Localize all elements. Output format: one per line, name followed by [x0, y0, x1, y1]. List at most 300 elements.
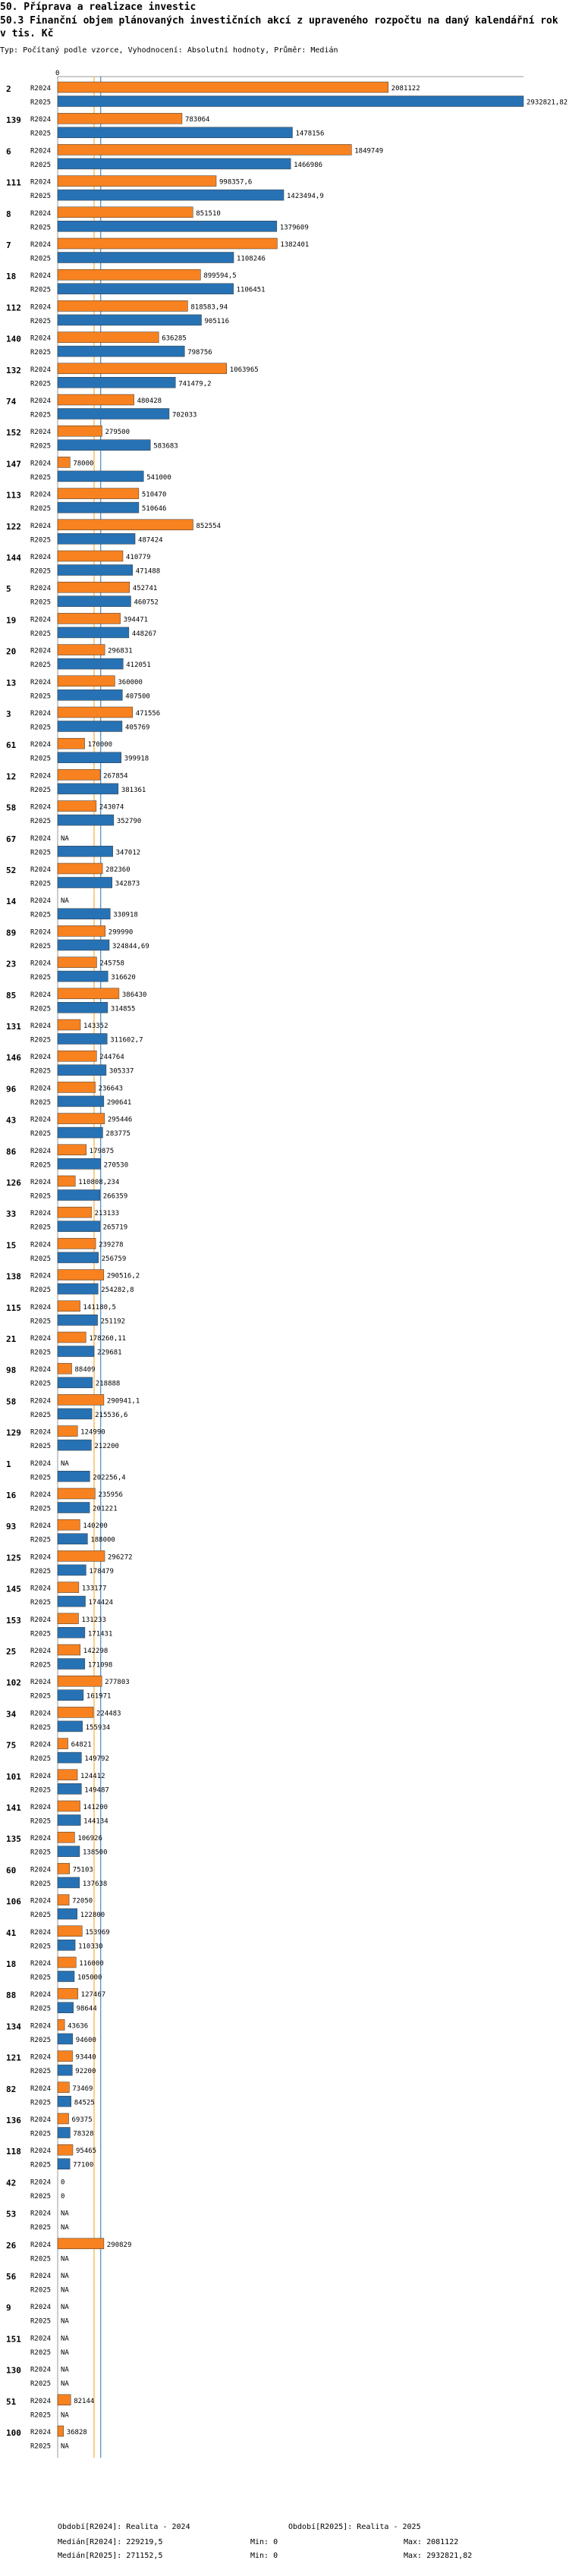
bar-r2024 [58, 1082, 96, 1092]
group-label: 56 [6, 2272, 17, 2282]
value-label-r2024: 452741 [132, 585, 158, 593]
value-label-r2024: 73469 [72, 2084, 93, 2093]
series-label-r2024: R2024 [30, 834, 52, 843]
series-label-r2025: R2025 [30, 1692, 52, 1701]
value-label-r2024: 69375 [71, 2116, 93, 2124]
bar-r2024 [58, 738, 85, 749]
group-label: 14 [6, 897, 17, 907]
series-label-r2024: R2024 [30, 335, 52, 343]
group-label: 102 [6, 1678, 21, 1689]
value-label-r2025: 188000 [90, 1536, 115, 1544]
series-label-r2025: R2025 [30, 2442, 52, 2451]
bar-r2025 [58, 284, 234, 294]
group-label: 33 [6, 1209, 17, 1220]
value-label-r2025: 171431 [87, 1630, 113, 1638]
bar-r2024 [58, 144, 351, 155]
series-label-r2024: R2024 [30, 2366, 52, 2374]
series-label-r2025: R2025 [30, 2036, 52, 2044]
series-label-r2025: R2025 [30, 1005, 52, 1013]
bar-r2024 [58, 1363, 72, 1374]
series-label-r2025: R2025 [30, 1318, 52, 1326]
value-label-r2024: 239278 [99, 1241, 124, 1249]
series-label-r2024: R2024 [30, 741, 52, 749]
value-label-r2025: 347012 [115, 849, 141, 857]
value-label-r2024: 235956 [98, 1491, 123, 1499]
bar-r2025 [58, 1752, 81, 1763]
series-label-r2024: R2024 [30, 1272, 52, 1280]
value-label-r2024: 386430 [121, 991, 147, 999]
value-label-r2024: 1849749 [354, 147, 384, 156]
series-label-r2025: R2025 [30, 2068, 52, 2076]
series-label-r2024: R2024 [30, 928, 52, 937]
value-label-r2024: 143352 [83, 1023, 108, 1030]
bar-r2024 [58, 394, 134, 405]
series-label-r2024: R2024 [30, 803, 52, 812]
series-label-r2025: R2025 [30, 1098, 52, 1107]
bar-r2024 [58, 332, 159, 343]
group-label: 139 [6, 115, 21, 126]
bar-r2025 [58, 1440, 91, 1450]
group-label: 140 [6, 334, 21, 344]
series-label-r2024: R2024 [30, 272, 52, 281]
bar-r2024 [58, 801, 96, 812]
bar-r2024 [58, 1051, 96, 1061]
series-label-r2025: R2025 [30, 1661, 52, 1670]
series-label-r2024: R2024 [30, 647, 52, 655]
bar-r2025 [58, 1471, 90, 1481]
chart-subtitle: 50.3 Finanční objem plánovaných investičních akcí z upraveného rozpočtu na daný kalendářní rok v tis. Kč [0, 15, 558, 39]
bar-r2025 [58, 1596, 86, 1607]
bar-r2025 [58, 1659, 85, 1670]
value-label-r2024: 179875 [89, 1147, 115, 1155]
series-label-r2024: R2024 [30, 1428, 52, 1437]
value-label-r2025: 460752 [134, 598, 159, 607]
series-label-r2024: R2024 [30, 429, 52, 437]
group-label: 132 [6, 365, 21, 375]
chart-meta: Typ: Počítaný podle vzorce, Vyhodnocení: Absolutní hodnoty, Průměr: Medián [0, 46, 338, 55]
page-title: 50. Příprava a realizace investic [0, 2, 196, 13]
value-label-r2025: 266359 [102, 1192, 128, 1201]
series-label-r2024: R2024 [30, 1897, 52, 1905]
series-label-r2025: R2025 [30, 880, 52, 888]
series-label-r2024: R2024 [30, 2084, 52, 2093]
series-label-r2024: R2024 [30, 1147, 52, 1155]
series-label-r2024: R2024 [30, 1241, 52, 1249]
value-label-r2025: 0 [61, 2192, 65, 2201]
value-label-r2024: 360000 [118, 678, 143, 686]
group-label: 43 [6, 1115, 17, 1126]
series-label-r2025: R2025 [30, 755, 52, 763]
bar-r2025 [58, 1815, 80, 1826]
series-label-r2024: R2024 [30, 1522, 52, 1531]
series-label-r2025: R2025 [30, 1036, 52, 1045]
series-label-r2024: R2024 [30, 2147, 52, 2156]
value-label-r2024: 267854 [103, 772, 128, 781]
value-label-r2025: 149792 [84, 1755, 109, 1764]
bar-r2024 [58, 1145, 86, 1155]
group-label: 118 [6, 2147, 21, 2157]
value-label-r2024: NA [61, 1459, 69, 1468]
series-label-r2024: R2024 [30, 1648, 52, 1655]
group-label: 106 [6, 1896, 21, 1907]
group-label: 88 [6, 1990, 17, 2001]
series-label-r2025: R2025 [30, 1443, 52, 1451]
series-label-r2025: R2025 [30, 2411, 52, 2420]
value-label-r2024: 480428 [137, 397, 162, 405]
bar-r2024 [58, 707, 133, 718]
group-label: 18 [6, 272, 17, 282]
value-label-r2025: 77100 [73, 2161, 94, 2169]
series-label-r2024: R2024 [30, 1585, 52, 1593]
series-label-r2025: R2025 [30, 724, 52, 732]
value-label-r2024: 1063965 [229, 366, 259, 374]
series-label-r2024: R2024 [30, 1772, 52, 1780]
bar-r2024 [58, 1645, 80, 1655]
value-label-r2025: 510646 [141, 505, 167, 514]
series-label-r2024: R2024 [30, 85, 52, 93]
series-label-r2024: R2024 [30, 554, 52, 561]
bar-r2024 [58, 1488, 95, 1499]
series-label-r2024: R2024 [30, 2335, 52, 2343]
series-label-r2025: R2025 [30, 2317, 52, 2326]
value-label-r2025: 98644 [76, 2005, 97, 2013]
bar-r2024 [58, 613, 121, 624]
value-label-r2024: NA [61, 2210, 69, 2218]
value-label-r2024: 1382401 [280, 241, 310, 249]
bar-r2025 [58, 1065, 106, 1076]
value-label-r2025: 110330 [78, 1943, 103, 1951]
value-label-r2025: 1379609 [279, 224, 309, 232]
series-label-r2024: R2024 [30, 209, 52, 218]
bar-r2024 [58, 1519, 80, 1530]
group-label: 18 [6, 1959, 17, 1969]
group-label: 5 [6, 584, 11, 595]
series-label-r2025: R2025 [30, 536, 52, 545]
group-label: 93 [6, 1522, 17, 1532]
series-label-r2024: R2024 [30, 1085, 52, 1093]
group-label: 144 [6, 553, 21, 563]
series-label-r2024: R2024 [30, 2241, 52, 2249]
bar-r2025 [58, 1627, 85, 1638]
group-label: 111 [6, 177, 21, 188]
series-label-r2025: R2025 [30, 849, 52, 857]
axis-tick-label: 0 [55, 70, 60, 77]
series-label-r2025: R2025 [30, 1943, 52, 1951]
value-label-r2025: 251192 [100, 1318, 126, 1326]
series-label-r2025: R2025 [30, 661, 52, 670]
bar-r2025 [58, 1252, 99, 1263]
value-label-r2025: 702033 [171, 411, 197, 419]
value-label-r2025: 305337 [108, 1067, 134, 1076]
value-label-r2025: 138500 [82, 1849, 108, 1857]
series-label-r2025: R2025 [30, 411, 52, 419]
bar-r2024 [58, 1957, 76, 1968]
group-label: 153 [6, 1615, 21, 1626]
value-label-r2025: 178479 [89, 1567, 114, 1575]
bar-r2024 [58, 2082, 69, 2093]
value-label-r2024: 93440 [75, 2053, 96, 2062]
group-label: 141 [6, 1803, 21, 1813]
series-label-r2025: R2025 [30, 161, 52, 169]
group-label: 8 [6, 209, 11, 219]
series-label-r2024: R2024 [30, 1710, 52, 1718]
series-label-r2025: R2025 [30, 505, 52, 514]
series-label-r2025: R2025 [30, 2380, 52, 2389]
value-label-r2025: 137638 [82, 1880, 108, 1888]
bar-r2025 [58, 1783, 81, 1794]
value-label-r2025: 171098 [87, 1661, 113, 1670]
value-label-r2025: 412051 [126, 661, 151, 670]
bar-r2025 [58, 1034, 107, 1045]
series-label-r2024: R2024 [30, 303, 52, 312]
bar-r2025 [58, 1877, 80, 1888]
footer-max-r2025: Max: 2932821,82 [404, 2552, 473, 2560]
group-label: 60 [6, 1865, 17, 1876]
bar-r2025 [58, 784, 118, 794]
bar-r2025 [58, 690, 122, 700]
value-label-r2025: 84525 [74, 2099, 95, 2107]
value-label-r2024: 153969 [85, 1928, 110, 1937]
series-label-r2025: R2025 [30, 942, 52, 950]
series-label-r2025: R2025 [30, 317, 52, 325]
bar-r2025 [58, 127, 292, 138]
group-label: 100 [6, 2428, 21, 2438]
series-label-r2025: R2025 [30, 598, 52, 607]
series-label-r2025: R2025 [30, 193, 52, 201]
bar-r2024 [58, 925, 105, 936]
bar-r2025 [58, 1690, 83, 1701]
value-label-r2024: 224483 [96, 1710, 121, 1718]
bar-r2024 [58, 1301, 80, 1312]
series-label-r2024: R2024 [30, 1116, 52, 1124]
series-label-r2024: R2024 [30, 2397, 52, 2405]
group-label: 126 [6, 1178, 21, 1188]
value-label-r2025: 155934 [85, 1723, 111, 1732]
series-label-r2024: R2024 [30, 678, 52, 686]
group-label: 121 [6, 2053, 21, 2063]
value-label-r2024: 36828 [66, 2429, 87, 2436]
value-label-r2025: 1423494,9 [287, 193, 324, 201]
series-label-r2025: R2025 [30, 130, 52, 138]
series-label-r2025: R2025 [30, 1505, 52, 1513]
bar-r2024 [58, 1613, 78, 1624]
series-label-r2024: R2024 [30, 897, 52, 906]
value-label-r2024: NA [61, 2366, 69, 2374]
group-label: 2 [6, 84, 11, 94]
value-label-r2024: 124990 [80, 1428, 105, 1437]
series-label-r2025: R2025 [30, 2224, 52, 2232]
bar-r2024 [58, 863, 102, 874]
value-label-r2025: 381361 [121, 786, 146, 794]
series-label-r2025: R2025 [30, 1067, 52, 1076]
bar-r2025 [58, 1096, 104, 1107]
bar-r2025 [58, 1503, 90, 1513]
value-label-r2025: 324844,69 [112, 942, 149, 950]
value-label-r2024: 290829 [106, 2241, 132, 2249]
series-label-r2025: R2025 [30, 2286, 52, 2295]
bar-r2024 [58, 1394, 104, 1405]
bar-r2024 [58, 1770, 77, 1780]
bar-r2024 [58, 769, 100, 780]
bar-r2025 [58, 1908, 77, 1919]
value-label-r2024: NA [61, 897, 69, 906]
group-label: 58 [6, 1396, 17, 1407]
bar-r2025 [58, 1283, 98, 1294]
group-label: 112 [6, 303, 21, 313]
value-label-r2024: 296272 [108, 1553, 133, 1562]
value-label-r2024: 636285 [162, 335, 187, 343]
value-label-r2024: 116000 [79, 1960, 104, 1968]
series-label-r2025: R2025 [30, 1912, 52, 1920]
group-label: 9 [6, 2303, 11, 2314]
value-label-r2024: 213133 [94, 1210, 120, 1218]
series-label-r2025: R2025 [30, 1974, 52, 1982]
bar-r2025 [58, 346, 184, 357]
value-label-r2025: 290641 [106, 1098, 132, 1107]
bar-r2024 [58, 1801, 80, 1811]
value-label-r2025: 256759 [101, 1255, 127, 1263]
footer-min-r2024: Min: 0 [250, 2538, 278, 2546]
bar-r2025 [58, 909, 110, 919]
group-label: 1 [6, 1459, 11, 1469]
series-label-r2025: R2025 [30, 1380, 52, 1388]
group-label: 115 [6, 1302, 21, 1313]
series-label-r2025: R2025 [30, 1349, 52, 1357]
series-label-r2025: R2025 [30, 1786, 52, 1795]
group-label: 20 [6, 646, 17, 657]
value-label-r2024: 142298 [83, 1648, 108, 1655]
series-label-r2024: R2024 [30, 1679, 52, 1687]
group-label: 147 [6, 459, 21, 470]
bar-r2025 [58, 471, 143, 482]
value-label-r2024: 299990 [108, 928, 134, 937]
value-label-r2024: 110808,234 [78, 1179, 120, 1186]
group-label: 134 [6, 2022, 21, 2032]
value-label-r2025: 212200 [94, 1443, 119, 1451]
value-label-r2024: 410779 [125, 554, 151, 561]
value-label-r2024: NA [61, 834, 69, 843]
value-label-r2024: 141200 [83, 1804, 108, 1811]
group-label: 7 [6, 240, 11, 250]
value-label-r2024: 852554 [196, 522, 222, 530]
series-label-r2024: R2024 [30, 1835, 52, 1843]
bar-r2025 [58, 815, 114, 825]
value-label-r2024: NA [61, 2335, 69, 2343]
group-label: 113 [6, 490, 21, 501]
group-label: 131 [6, 1022, 21, 1032]
value-label-r2025: 407500 [125, 693, 150, 701]
group-label: 26 [6, 2240, 17, 2251]
value-label-r2025: 283775 [105, 1130, 130, 1139]
series-label-r2024: R2024 [30, 2429, 52, 2436]
value-label-r2024: 296831 [108, 647, 133, 655]
group-label: 98 [6, 1365, 17, 1376]
series-label-r2025: R2025 [30, 1630, 52, 1638]
series-label-r2024: R2024 [30, 1866, 52, 1874]
bar-r2024 [58, 1207, 92, 1217]
value-label-r2025: 471488 [135, 567, 161, 576]
value-label-r2025: NA [61, 2317, 69, 2326]
value-label-r2024: 899594,5 [203, 272, 237, 281]
group-label: 34 [6, 1709, 17, 1720]
group-label: 122 [6, 521, 21, 532]
group-label: 101 [6, 1771, 21, 1782]
value-label-r2025: NA [61, 2286, 69, 2295]
value-label-r2024: 131233 [81, 1616, 106, 1624]
value-label-r2025: 265719 [102, 1224, 128, 1232]
series-label-r2025: R2025 [30, 442, 52, 451]
series-label-r2025: R2025 [30, 567, 52, 576]
value-label-r2025: NA [61, 2442, 69, 2451]
bar-r2024 [58, 582, 130, 592]
group-label: 58 [6, 803, 17, 813]
bar-r2025 [58, 1971, 74, 1982]
bar-r2025 [58, 1409, 92, 1419]
value-label-r2024: 998357,6 [219, 178, 253, 187]
group-label: 41 [6, 1927, 17, 1938]
footer-max-r2024: Max: 2081122 [404, 2538, 459, 2546]
value-label-r2024: 127467 [80, 1991, 106, 2000]
bar-r2025 [58, 1221, 100, 1232]
bar-r2024 [58, 1270, 104, 1280]
value-label-r2025: 448267 [131, 630, 157, 638]
series-label-r2024: R2024 [30, 710, 52, 718]
value-label-r2024: 64821 [71, 1741, 92, 1749]
group-label: 25 [6, 1647, 17, 1657]
value-label-r2024: 72050 [72, 1897, 93, 1905]
series-label-r2024: R2024 [30, 522, 52, 530]
group-label: 135 [6, 1834, 21, 1845]
series-label-r2025: R2025 [30, 1755, 52, 1764]
value-label-r2025: 161971 [86, 1692, 112, 1701]
value-label-r2024: 851510 [196, 209, 221, 218]
series-label-r2025: R2025 [30, 818, 52, 826]
series-label-r2024: R2024 [30, 1960, 52, 1968]
value-label-r2024: 295446 [107, 1116, 133, 1124]
series-label-r2024: R2024 [30, 460, 52, 468]
bar-r2024 [58, 1739, 68, 1749]
bar-r2025 [58, 1721, 83, 1732]
value-label-r2025: 144134 [83, 1817, 108, 1826]
series-label-r2025: R2025 [30, 255, 52, 263]
footer-min-r2025: Min: 0 [250, 2552, 278, 2560]
group-label: 152 [6, 428, 21, 438]
value-label-r2024: 141180,5 [83, 1303, 116, 1312]
group-label: 52 [6, 865, 17, 875]
bar-r2025 [58, 253, 234, 263]
series-label-r2024: R2024 [30, 585, 52, 593]
group-label: 3 [6, 709, 11, 719]
series-label-r2025: R2025 [30, 349, 52, 357]
series-label-r2025: R2025 [30, 1474, 52, 1482]
series-label-r2025: R2025 [30, 380, 52, 388]
series-label-r2024: R2024 [30, 2273, 52, 2280]
bar-r2025 [58, 752, 121, 763]
group-label: 53 [6, 2209, 17, 2219]
value-label-r2024: 95465 [75, 2147, 97, 2156]
group-label: 82 [6, 2084, 17, 2094]
series-label-r2025: R2025 [30, 1192, 52, 1201]
bar-r2025 [58, 2065, 72, 2075]
group-label: 151 [6, 2334, 21, 2345]
series-label-r2025: R2025 [30, 1817, 52, 1826]
series-label-r2025: R2025 [30, 1599, 52, 1607]
series-label-r2024: R2024 [30, 397, 52, 405]
value-label-r2024: 124412 [80, 1772, 105, 1780]
series-label-r2024: R2024 [30, 960, 52, 968]
bar-r2025 [58, 1158, 101, 1169]
value-label-r2025: 741479,2 [178, 380, 212, 388]
